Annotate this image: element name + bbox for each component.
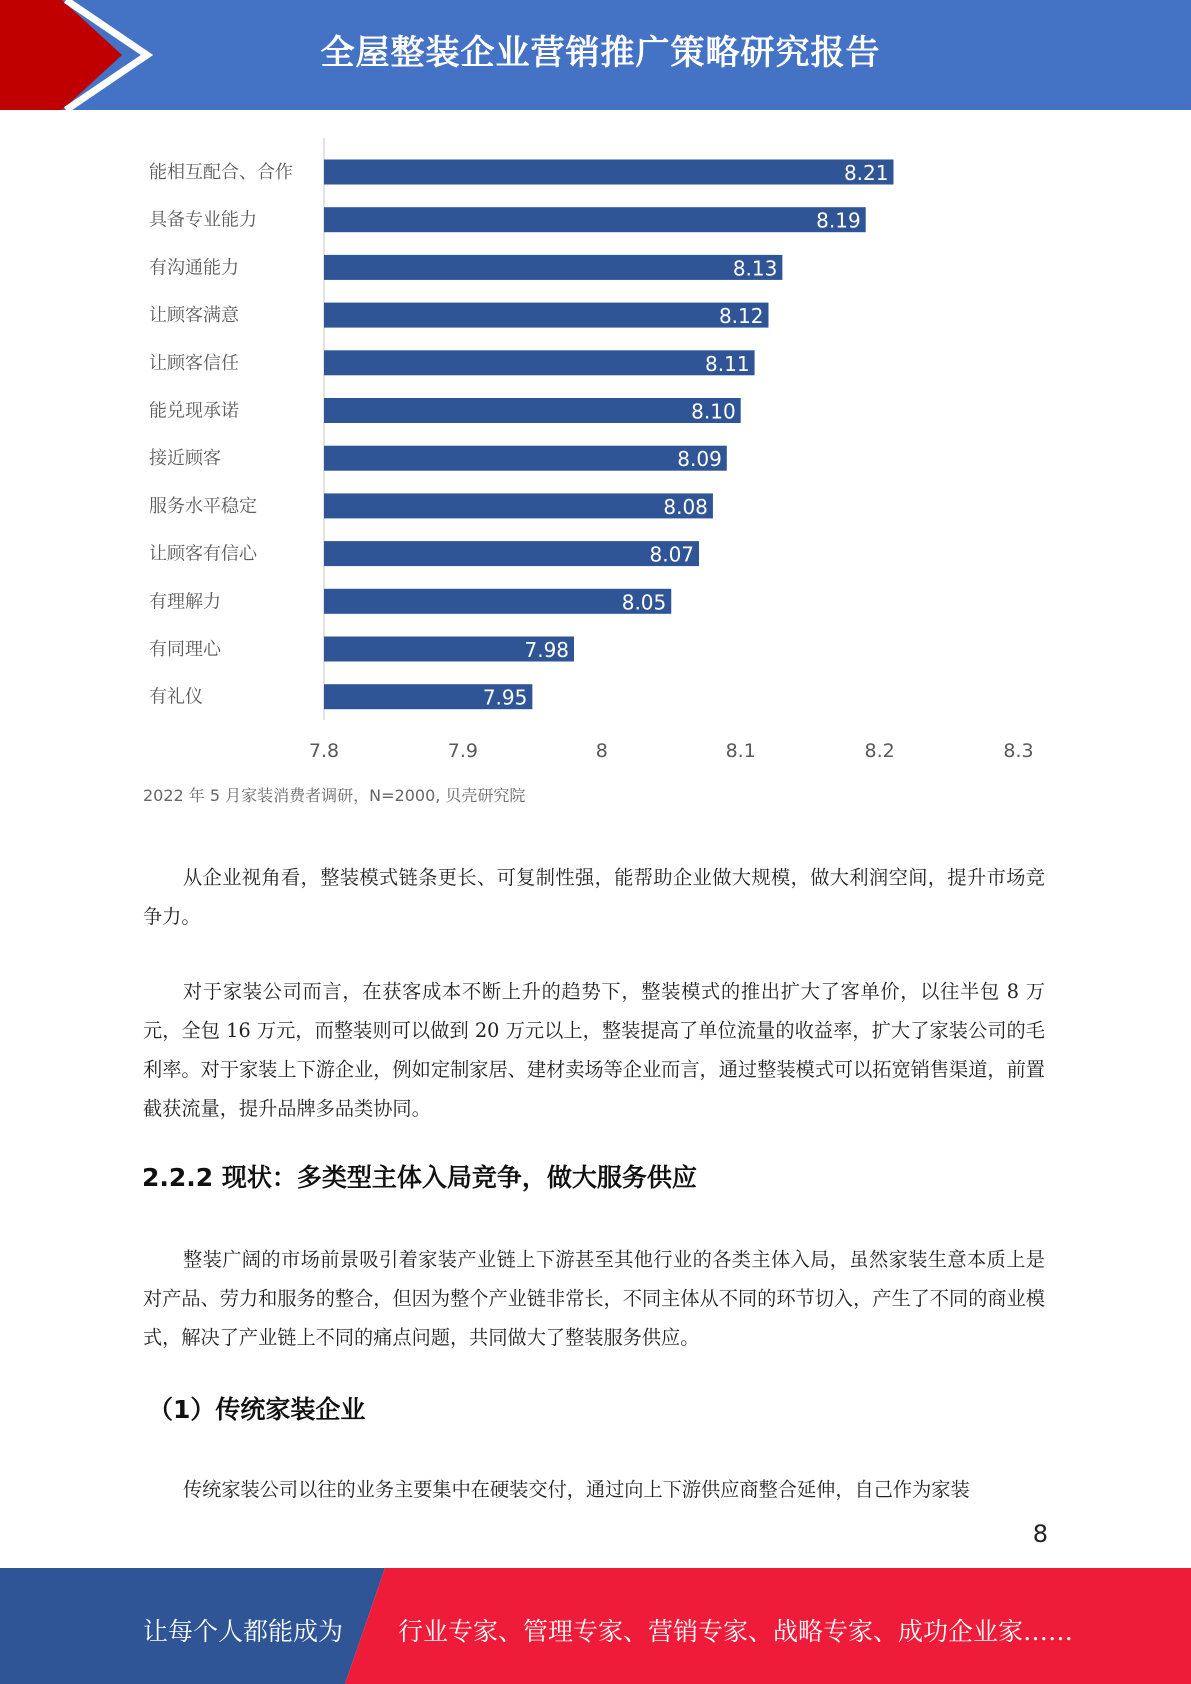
chart-bar xyxy=(324,493,713,518)
chart-x-tick-label: 8.2 xyxy=(864,740,895,762)
chart-value-label: 8.07 xyxy=(649,542,695,567)
chart-category-label: 能相互配合、合作 xyxy=(149,162,293,183)
paragraph-enterprise-view: 从企业视角看，整装模式链条更长、可复制性强，能帮助企业做大规模，做大利润空间，提升市场竞争力。 xyxy=(143,866,1045,928)
chart-x-tick-label: 8.1 xyxy=(725,740,756,762)
chart-value-label: 8.21 xyxy=(843,161,889,185)
chart-source-note: 2022 年 5 月家装消费者调研，N=2000, 贝壳研究院 xyxy=(143,786,526,805)
chart-category-label: 服务水平稳定 xyxy=(149,495,257,517)
chart-category-label: 让顾客信任 xyxy=(149,352,239,374)
chart-value-label: 7.98 xyxy=(524,638,570,662)
paragraph-traditional-companies: 传统家装公司以往的业务主要集中在硬装交付，通过向上下游供应商整合延伸，自己作为家装 xyxy=(183,1478,970,1501)
chart-x-tick-label: 8 xyxy=(595,740,608,762)
page-number: 8 xyxy=(1032,1520,1048,1548)
chart-bar xyxy=(324,398,741,423)
report-title: 全屋整装企业营销推广策略研究报告 xyxy=(320,33,881,73)
subsection-heading-traditional: （1）传统家装企业 xyxy=(148,1395,366,1424)
chart-category-label: 有礼仪 xyxy=(149,686,203,708)
chart-category-label: 有同理心 xyxy=(149,639,221,660)
chart-category-label: 具备专业能力 xyxy=(149,209,257,231)
chart-value-label: 8.05 xyxy=(621,590,667,615)
chart-bar xyxy=(324,350,755,375)
chart-value-label: 8.10 xyxy=(691,399,736,424)
bar-chart xyxy=(130,130,1050,770)
chart-value-label: 8.19 xyxy=(816,208,861,233)
footer-slogan-right: 行业专家、管理专家、营销专家、战略专家、成功企业家…… xyxy=(398,1617,1074,1646)
paragraph-home-decoration-company: 对于家装公司而言，在获客成本不断上升的趋势下，整装模式的推出扩大了客单价，以往半包 8 万元，全包 16 万元，而整装则可以做到 20 万元以上，整装提高了单位流量的收益率，扩大了家装公司的毛利率。对于家装上下游企业，例如定制家居、建材卖场等企业而言，通过整装模式可以拓宽销售渠道，前置截获流量，提升品牌多品类协同。 xyxy=(143,980,1045,1120)
chart-category-label: 有沟通能力 xyxy=(149,257,239,279)
chart-x-tick-label: 7.9 xyxy=(447,740,479,762)
chart-value-label: 8.09 xyxy=(677,447,722,472)
paragraph-market-entrants: 整装广阔的市场前景吸引着家装产业链上下游甚至其他行业的各类主体入局，虽然家装生意本质上是对产品、劳力和服务的整合，但因为整个产业链非常长，不同主体从不同的环节切入，产生了不同的商业模式，解决了产业链上不同的痛点问题，共同做大了整装服务供应。 xyxy=(143,1248,1045,1349)
chart-bar xyxy=(324,160,893,185)
chart-category-label: 让顾客有信心 xyxy=(149,543,257,565)
chart-x-tick-label: 7.8 xyxy=(308,740,340,762)
footer-slogan-left: 让每个人都能成为 xyxy=(143,1617,344,1646)
chart-category-label: 有理解力 xyxy=(149,591,221,613)
chart-value-label: 8.08 xyxy=(663,494,708,519)
chart-category-label: 让顾客满意 xyxy=(149,305,239,327)
chart-bar xyxy=(324,207,866,232)
chart-value-label: 7.95 xyxy=(482,685,528,710)
chart-value-label: 8.11 xyxy=(705,351,750,376)
chart-bar xyxy=(324,589,671,614)
chart-value-label: 8.12 xyxy=(718,304,764,329)
chart-x-tick-label: 8.3 xyxy=(1003,740,1034,762)
chart-bar xyxy=(324,255,782,280)
chart-category-label: 接近顾客 xyxy=(149,448,221,470)
chart-bar xyxy=(324,541,699,566)
chart-bar xyxy=(324,303,768,328)
chart-value-label: 8.13 xyxy=(732,256,778,281)
section-heading-2-2-2: 2.2.2 现状：多类型主体入局竞争，做大服务供应 xyxy=(142,1163,697,1192)
chart-category-label: 能兑现承诺 xyxy=(149,400,239,422)
chart-bar xyxy=(324,446,727,471)
